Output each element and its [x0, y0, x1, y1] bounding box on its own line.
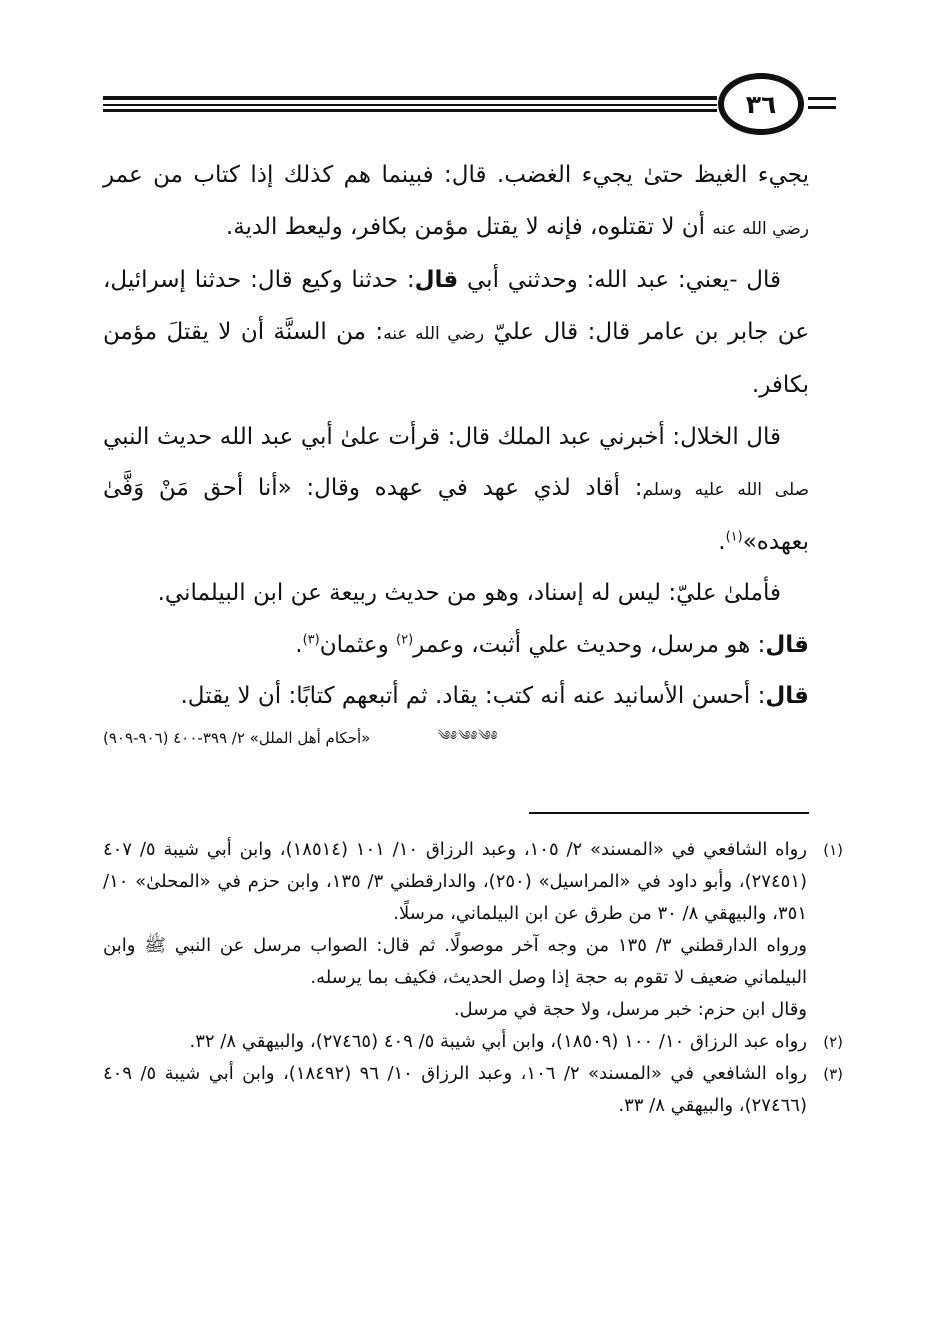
- honorific-glyph: رضي الله عنه: [712, 218, 809, 239]
- header-rule-bottom: [103, 109, 717, 112]
- section-ornament: ༄༅༄༅༄༅: [437, 728, 499, 744]
- footnote-2: (٢) رواه عبد الرزاق ١٠/ ١٠٠ (١٨٥٠٩)، وابن أبي شيبة ٥/ ٤٠٩ (٢٧٤٦٥)، والبيهقي ٨/ ٣٢.: [103, 1026, 843, 1058]
- header-tail-top: [808, 97, 836, 100]
- footnote-ref-1[interactable]: (١): [725, 528, 743, 544]
- footnotes: [103, 834, 843, 1122]
- footnote-separator: [529, 812, 809, 814]
- footnote-number: (١): [823, 841, 843, 859]
- footnote-number: (٣): [823, 1065, 843, 1083]
- honorific-glyph: رضي الله عنه: [383, 323, 485, 344]
- header-tail-bottom: [808, 106, 836, 109]
- footnote-ref-3[interactable]: (٣): [302, 631, 320, 647]
- footnote-ref-2[interactable]: (٢): [396, 631, 414, 647]
- main-text: [103, 150, 809, 753]
- header-rule-thin: [103, 104, 717, 106]
- source-citation: «أحكام أهل الملل» ٢/ ٣٩٩-٤٠٠ (٩٠٦-٩٠٩): [103, 728, 371, 747]
- paragraph-1: يجيء الغيظ حتىٰ يجيء الغضب. قال: فبينما هم كذلك إذا كتاب من عمر رضي الله عنه أن لا تقتلوه، فإنه لا يقتل مؤمن بكافر، وليعط الدية.: [103, 162, 809, 240]
- footnote-3: (٣) رواه الشافعي في «المسند» ٢/ ١٠٦، وعبد الرزاق ١٠/ ٩٦ (١٨٤٩٢)، وابن أبي شيبة ٥/ ٤٠٩ (٢٧٤٦٦)، والبيهقي ٨/ ٣٣.: [103, 1058, 843, 1122]
- page-number: ٣٦: [718, 73, 804, 135]
- footnote-1: (١) رواه الشافعي في «المسند» ٢/ ١٠٥، وعبد الرزاق ١٠/ ١٠١ (١٨٥١٤)، وابن أبي شيبة ٥/ ٤٠٧ (٢٧٤٥١)، وأبو داود في «المراسيل» (٢٥٠)، والدارقطني ٣/ ١٣٥، وابن حزم في «المحلىٰ» ١٠/ ٣٥١، والبيهقي ٨/ ٣٠ من طرق عن ابن البيلماني، مرسلًا. ورواه الدارقطني ٣/ ١٣٥ من وجه آخر موصولًا. ثم قال: الصواب مرسل عن النبي ﷺ وابن البيلماني ضعيف لا تقوم به حجة إذا وصل الحديث، فكيف بما يرسله. وقال ابن حزم: خبر مرسل، ولا حجة في مرسل.: [103, 834, 843, 1026]
- footnote-number: (٢): [823, 1033, 843, 1051]
- honorific-glyph: صلى الله عليه وسلم: [642, 480, 810, 500]
- paragraph-4: فأملىٰ عليّ: ليس له إسناد، وهو من حديث ربيعة عن ابن البيلماني.: [157, 580, 781, 606]
- paragraph-6: قال: أحسن الأسانيد عنه أنه كتب: يقاد. ثم أتبعهم كتابًا: أن لا يقتل.: [180, 683, 809, 709]
- paragraph-3: قال الخلال: أخبرني عبد الملك قال: قرأت علىٰ أبي عبد الله حديث النبي صلى الله عليه وسلم: أقاد لذي عهد في عهده وقال: «أنا أحق مَنْ وَفَّىٰ بعهده»$^{(١)}$.: [103, 423, 810, 555]
- paragraph-5: قال: هو مرسل، وحديث علي أثبت، وعمر$^{(٢)}$ وعثمان$^{(٣)}$.: [295, 631, 809, 658]
- header-rule-thick: [103, 96, 717, 100]
- paragraph-2: قال -يعني: عبد الله: وحدثني أبي قال: حدثنا وكيع قال: حدثنا إسرائيل، عن جابر بن عامر قال: قال عليّ رضي الله عنه: من السنَّة أن لا يقتلَ مؤمن بكافر.: [103, 267, 810, 398]
